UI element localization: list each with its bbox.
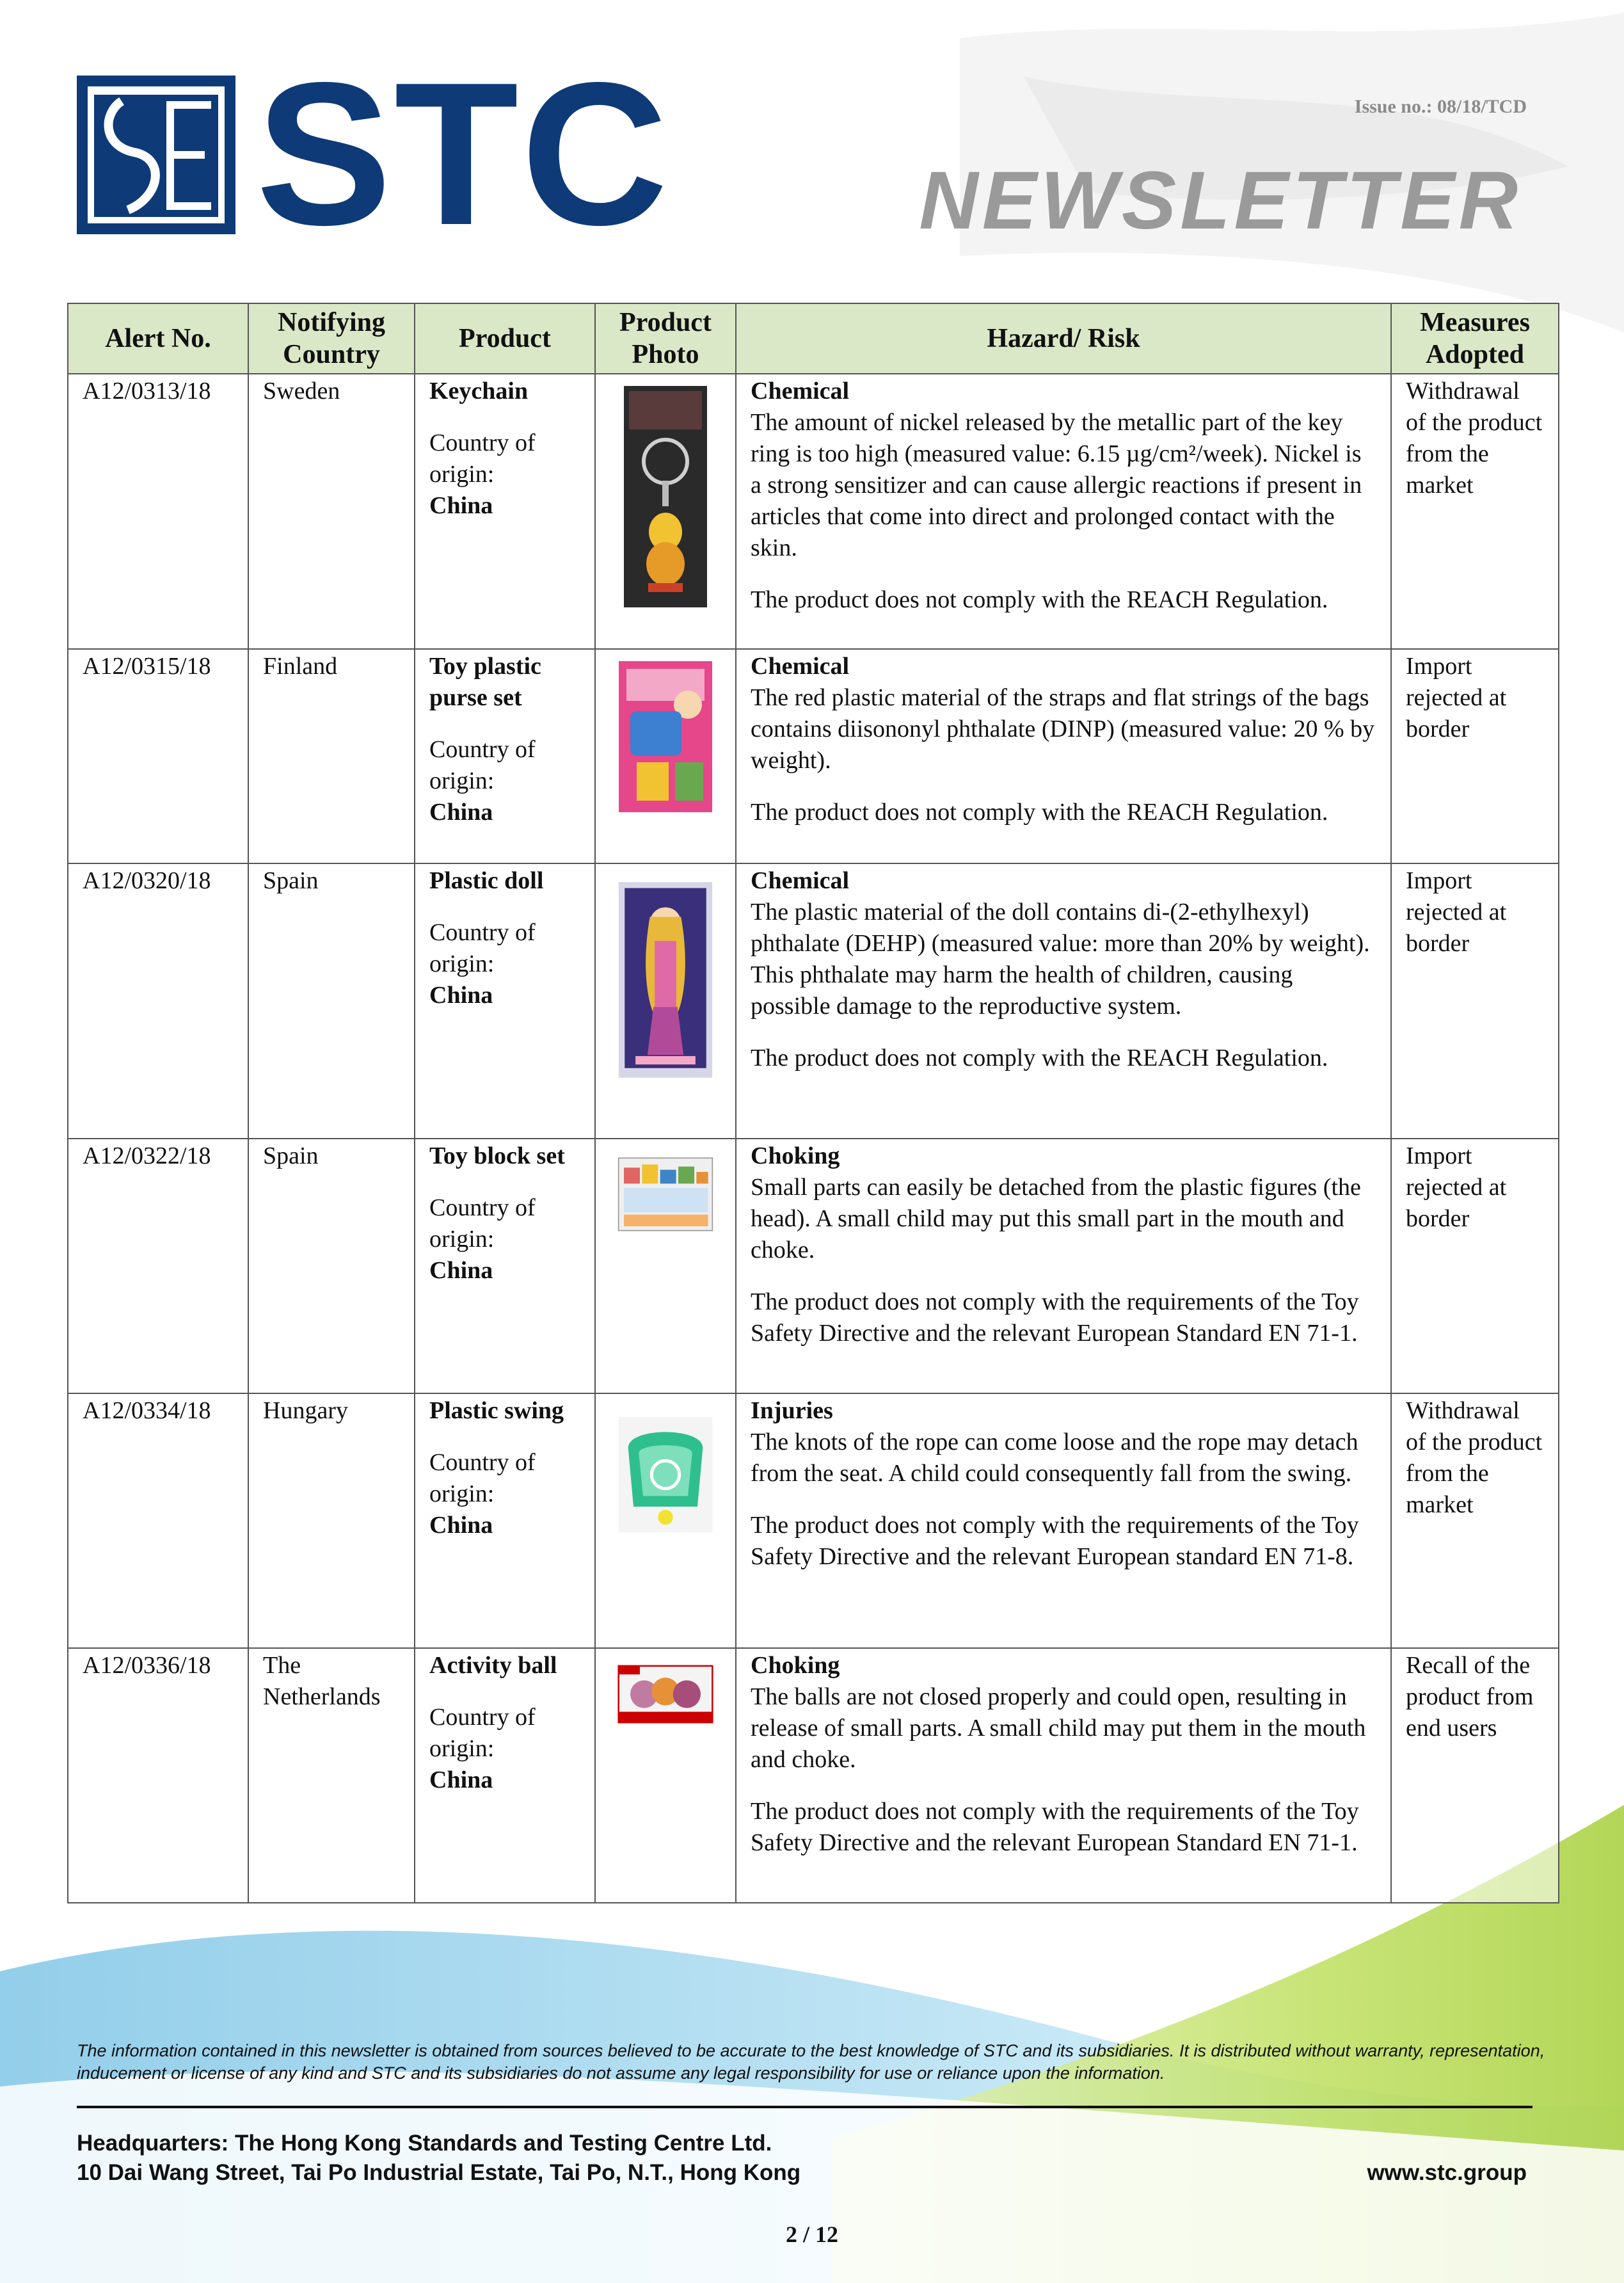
footer-divider — [77, 2106, 1532, 2108]
product-cell — [415, 1393, 595, 1648]
origin-label: Country of origin: — [429, 1449, 536, 1507]
notifying-country: The Netherlands — [248, 1648, 415, 1903]
measures-adopted: Recall of the product from end users — [1391, 1648, 1559, 1903]
block-set-photo — [617, 1150, 713, 1239]
hazard-text: The knots of the rope can come loose and the rope may detach from the seat. A child could consequently fall from the swing. — [751, 1429, 1358, 1487]
compliance-text: The product does not comply with the REACH Regulation. — [751, 1045, 1328, 1071]
hazard-title: Choking — [751, 1142, 840, 1169]
table-row — [68, 649, 1559, 863]
notifying-country: Hungary — [248, 1393, 415, 1648]
table-row — [68, 863, 1559, 1139]
stc-logo — [77, 40, 672, 268]
keychain-photo — [617, 385, 713, 609]
origin-country: China — [429, 1257, 493, 1284]
compliance-text: The product does not comply with the requirements of the Toy Safety Directive and the relevant European Standard EN 71-1. — [751, 1798, 1359, 1856]
hazard-cell — [736, 374, 1391, 649]
hazard-text: The plastic material of the doll contains di-(2-ethylhexyl) phthalate (DEHP) (measured value: more than 20% by weight). This phthalate may harm the health of children, causing possible damage to the reproductive system. — [751, 899, 1370, 1020]
measures-adopted: Withdrawal of the product from the market — [1391, 374, 1559, 649]
product-photo-cell — [595, 1393, 736, 1648]
compliance-text: The product does not comply with the requirements of the Toy Safety Directive and the relevant European Standard EN 71-1. — [751, 1288, 1359, 1347]
swing-photo — [617, 1404, 713, 1545]
origin-label: Country of origin: — [429, 1704, 536, 1762]
measures-adopted: Withdrawal of the product from the market — [1391, 1393, 1559, 1648]
compliance-text: The product does not comply with the REACH Regulation. — [751, 799, 1328, 826]
origin-country: China — [429, 982, 493, 1009]
alert-number: A12/0320/18 — [68, 863, 248, 1139]
disclaimer: The information contained in this newsletter is obtained from sources believed to be accurate to the best knowledge of STC and its subsidiaries. It is distributed without warranty, representation, inducement or license of any kind and STC and its subsidiaries do not assume any legal responsibility for use or reliance upon the information. — [77, 2041, 1545, 2083]
compliance-text: The product does not comply with the requirements of the Toy Safety Directive and the relevant European standard EN 71-8. — [751, 1512, 1359, 1570]
hazard-title: Choking — [751, 1652, 840, 1679]
table-row — [68, 374, 1559, 649]
issue-number: Issue no.: 08/18/TCD — [1354, 96, 1527, 117]
notifying-country: Spain — [248, 1139, 415, 1393]
notifying-country: Finland — [248, 649, 415, 863]
hazard-text: Small parts can easily be detached from the plastic figures (the head). A small child may put this small part in the mouth and choke. — [751, 1174, 1361, 1263]
measures-adopted: Import rejected at border — [1391, 649, 1559, 863]
alert-number: A12/0313/18 — [68, 374, 248, 649]
stc-logo-mark — [77, 76, 235, 234]
alert-number: A12/0322/18 — [68, 1139, 248, 1393]
product-photo-cell — [595, 1648, 736, 1903]
alert-number: A12/0336/18 — [68, 1648, 248, 1903]
purse-set-photo — [617, 660, 713, 813]
product-photo-cell — [595, 649, 736, 863]
product-name: Activity ball — [429, 1652, 557, 1679]
table-row — [68, 1393, 1559, 1648]
notifying-country: Spain — [248, 863, 415, 1139]
doll-photo — [617, 874, 713, 1085]
hazard-title: Chemical — [751, 653, 850, 680]
table-header-row — [68, 303, 1559, 374]
origin-label: Country of origin: — [429, 736, 536, 794]
hq-address: 10 Dai Wang Street, Tai Po Industrial Estate, Tai Po, N.T., Hong Kong — [77, 2160, 801, 2185]
product-name: Toy block set — [429, 1142, 565, 1169]
logo-text: STC — [256, 40, 671, 268]
alerts-table — [67, 303, 1559, 1903]
product-name: Keychain — [429, 378, 529, 405]
measures-adopted: Import rejected at border — [1391, 863, 1559, 1139]
hazard-title: Chemical — [751, 867, 850, 894]
product-photo-cell — [595, 863, 736, 1139]
hazard-cell — [736, 863, 1391, 1139]
table-row — [68, 1139, 1559, 1393]
hq-name: Headquarters: The Hong Kong Standards and Testing Centre Ltd. — [77, 2131, 772, 2156]
hazard-cell — [736, 649, 1391, 863]
hazard-cell — [736, 1139, 1391, 1393]
compliance-text: The product does not comply with the REACH Regulation. — [751, 586, 1328, 613]
header-notifying-country: Notifying Country — [248, 303, 415, 374]
origin-label: Country of origin: — [429, 1194, 536, 1253]
hazard-cell — [736, 1648, 1391, 1903]
origin-label: Country of origin: — [429, 429, 536, 488]
table-row — [68, 1648, 1559, 1903]
page-number: 2 / 12 — [785, 2222, 838, 2247]
headquarters — [77, 2129, 800, 2188]
activity-ball-photo — [617, 1659, 713, 1729]
notifying-country: Sweden — [248, 374, 415, 649]
product-photo-cell — [595, 1139, 736, 1393]
product-name: Plastic swing — [429, 1397, 564, 1424]
product-name: Toy plastic purse set — [429, 653, 541, 711]
hazard-text: The amount of nickel released by the metallic part of the key ring is too high (measured value: 6.15 µg/cm²/week). Nickel is a strong sensitizer and can cause allergic reactions if present in articles that come into direct and prolonged contact with the skin. — [751, 409, 1362, 561]
product-cell — [415, 649, 595, 863]
header-alert-no: Alert No. — [68, 303, 248, 374]
origin-country: China — [429, 492, 493, 519]
header-measures-adopted: Measures Adopted — [1391, 303, 1559, 374]
origin-country: China — [429, 1512, 493, 1539]
hazard-text: The red plastic material of the straps and flat strings of the bags contains diisononyl phthalate (DINP) (measured value: 20 % by weight). — [751, 684, 1375, 774]
product-cell — [415, 374, 595, 649]
header-hazard-risk: Hazard/ Risk — [736, 303, 1391, 374]
product-name: Plastic doll — [429, 867, 544, 894]
hazard-title: Chemical — [751, 378, 850, 405]
hazard-cell — [736, 1393, 1391, 1648]
origin-label: Country of origin: — [429, 919, 536, 977]
origin-country: China — [429, 1766, 493, 1793]
website-link[interactable]: www.stc.group — [1367, 2160, 1527, 2185]
alert-number: A12/0334/18 — [68, 1393, 248, 1648]
product-cell — [415, 863, 595, 1139]
origin-country: China — [429, 799, 493, 826]
hazard-title: Injuries — [751, 1397, 833, 1424]
product-cell — [415, 1139, 595, 1393]
hazard-text: The balls are not closed properly and could open, resulting in release of small parts. A small child may put them in the mouth and choke. — [751, 1683, 1366, 1773]
newsletter-title: NEWSLETTER — [919, 155, 1522, 246]
product-photo-cell — [595, 374, 736, 649]
measures-adopted: Import rejected at border — [1391, 1139, 1559, 1393]
product-cell — [415, 1648, 595, 1903]
header-product: Product — [415, 303, 595, 374]
header-product-photo: Product Photo — [595, 303, 736, 374]
alert-number: A12/0315/18 — [68, 649, 248, 863]
